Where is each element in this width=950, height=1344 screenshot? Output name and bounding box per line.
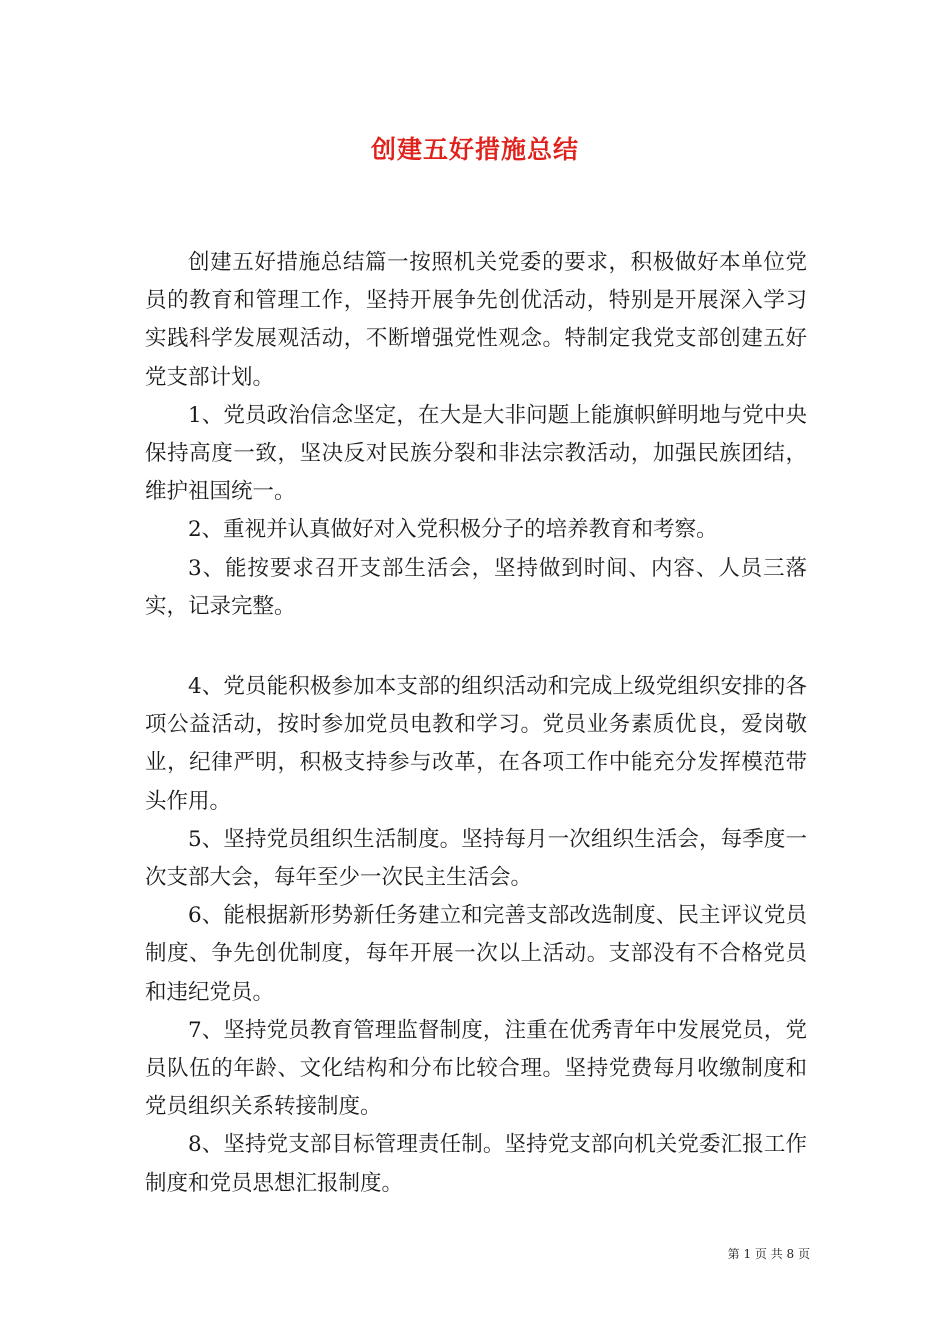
page-number-footer: 第 1 页 共 8 页 <box>727 1247 810 1261</box>
paragraph: 5、坚持党员组织生活制度。坚持每月一次组织生活会，每季度一次支部大会，每年至少一次民主生活会。 <box>145 826 807 891</box>
paragraph: 4、党员能积极参加本支部的组织活动和完成上级党组织安排的各项公益活动，按时参加党员电教和学习。党员业务素质优良，爱岗敬业，纪律严明，积极支持参与改革，在各项工作中能充分发挥模范带头作用。 <box>145 674 807 814</box>
paragraph: 3、能按要求召开支部生活会，坚持做到时间、内容、人员三落实，记录完整。 <box>145 555 807 619</box>
paragraph: 2、重视并认真做好对入党积极分子的培养教育和考察。 <box>188 517 718 543</box>
paragraph: 创建五好措施总结篇一按照机关党委的要求，积极做好本单位党员的教育和管理工作，坚持开展争先创优活动，特别是开展深入学习实践科学发展观活动，不断增强党性观念。特制定我党支部创建五好党支部计划。 <box>145 250 807 390</box>
paragraph: 6、能根据新形势新任务建立和完善支部改选制度、民主评议党员制度、争先创优制度，每年开展一次以上活动。支部没有不合格党员和违纪党员。 <box>145 903 807 1005</box>
paragraph: 1、党员政治信念坚定，在大是大非问题上能旗帜鲜明地与党中央保持高度一致，坚决反对民族分裂和非法宗教活动，加强民族团结，维护祖国统一。 <box>145 402 807 505</box>
body-section-2 <box>145 668 807 1203</box>
document-title: 创建五好措施总结 <box>370 135 579 164</box>
paragraph: 7、坚持党员教育管理监督制度，注重在优秀青年中发展党员，党员队伍的年龄、文化结构和分布比较合理。坚持党费每月收缴制度和党员组织关系转接制度。 <box>145 1017 807 1120</box>
paragraph: 8、坚持党支部目标管理责任制。坚持党支部向机关党委汇报工作制度和党员思想汇报制度。 <box>145 1132 807 1196</box>
body-section-1 <box>145 244 807 626</box>
